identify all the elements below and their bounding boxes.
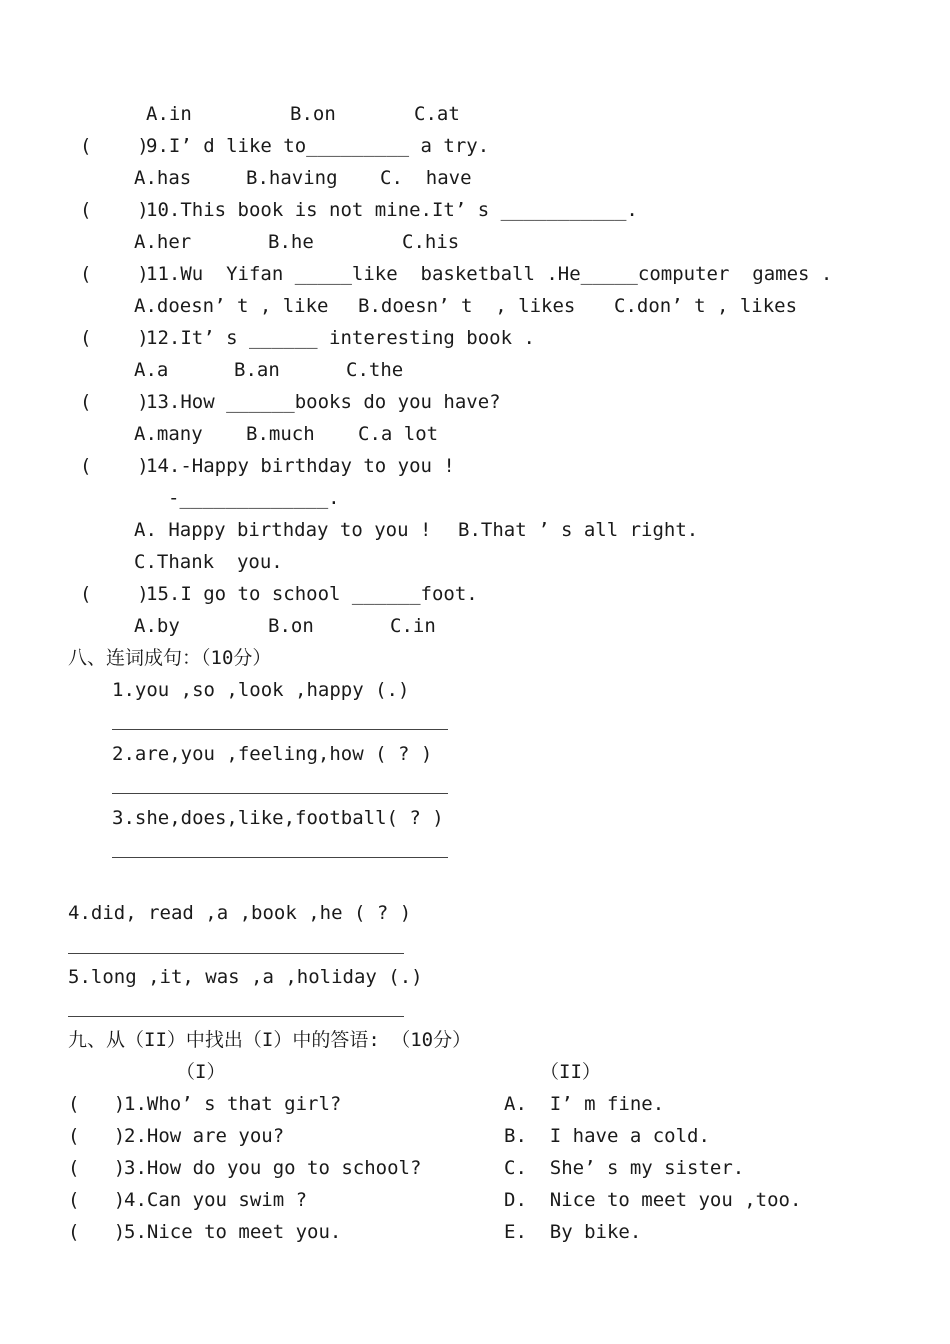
q11-answer-paren[interactable]: ( ) bbox=[80, 263, 149, 285]
s9-answer-c: C. She’ s my sister. bbox=[504, 1157, 745, 1179]
s8-item-4: 4.did, read ,a ,book ,he ( ? ) bbox=[68, 902, 412, 924]
q8-option-c: C.at bbox=[414, 103, 460, 125]
q15-option-c: C.in bbox=[390, 615, 436, 637]
q9-text: 9.I’ d like to_________ a try. bbox=[146, 135, 490, 157]
s9-answer-b: B. I have a cold. bbox=[504, 1125, 710, 1147]
q10-option-c: C.his bbox=[402, 231, 460, 253]
q11-option-b: B.doesn’ t , likes bbox=[358, 295, 576, 317]
q15-option-a: A.by bbox=[134, 615, 180, 637]
q13-option-b: B.much bbox=[246, 423, 315, 445]
s8-answer-line-3[interactable] bbox=[112, 857, 448, 858]
q14-option-b: B.That ’ s all right. bbox=[458, 519, 699, 541]
s9-col1-header: （I） bbox=[176, 1061, 226, 1083]
q14-answer-paren[interactable]: ( ) bbox=[80, 455, 149, 477]
q12-option-a: A.a bbox=[134, 359, 169, 381]
q11-text: 11.Wu Yifan _____like basketball .He_____computer games . bbox=[146, 263, 833, 285]
s8-answer-line-1[interactable] bbox=[112, 729, 448, 730]
s9-q2-paren[interactable]: ( ) bbox=[68, 1125, 126, 1147]
s8-item-2: 2.are,you ,feeling,how ( ? ) bbox=[112, 743, 433, 765]
q10-text: 10.This book is not mine.It’ s ___________. bbox=[146, 199, 638, 221]
q9-option-c: C. have bbox=[380, 167, 472, 189]
section9-title: 九、从（II）中找出（I）中的答语: （10分） bbox=[68, 1029, 472, 1051]
s9-question-5: 5.Nice to meet you. bbox=[124, 1221, 342, 1243]
q12-answer-paren[interactable]: ( ) bbox=[80, 327, 149, 349]
s8-answer-line-4[interactable] bbox=[68, 953, 404, 954]
q13-option-a: A.many bbox=[134, 423, 203, 445]
s8-answer-line-2[interactable] bbox=[112, 793, 448, 794]
s8-item-5: 5.long ,it, was ,a ,holiday (.) bbox=[68, 966, 423, 988]
s9-q4-paren[interactable]: ( ) bbox=[68, 1189, 126, 1211]
s9-question-4: 4.Can you swim ? bbox=[124, 1189, 308, 1211]
q10-answer-paren[interactable]: ( ) bbox=[80, 199, 149, 221]
q14-option-a: A. Happy birthday to you ! bbox=[134, 519, 432, 541]
s9-question-1: 1.Who’ s that girl? bbox=[124, 1093, 342, 1115]
s9-question-2: 2.How are you? bbox=[124, 1125, 285, 1147]
s9-col2-header: （II） bbox=[540, 1061, 601, 1083]
q14-reply-blank: -_____________. bbox=[168, 487, 340, 509]
q15-text: 15.I go to school ______foot. bbox=[146, 583, 478, 605]
q12-option-c: C.the bbox=[346, 359, 404, 381]
q12-text: 12.It’ s ______ interesting book . bbox=[146, 327, 535, 349]
s8-item-3: 3.she,does,like,football( ? ) bbox=[112, 807, 444, 829]
q8-option-a: A.in bbox=[146, 103, 192, 125]
s9-answer-a: A. I’ m fine. bbox=[504, 1093, 665, 1115]
q14-option-c: C.Thank you. bbox=[134, 551, 283, 573]
q11-option-c: C.don’ t , likes bbox=[614, 295, 798, 317]
s9-question-3: 3.How do you go to school? bbox=[124, 1157, 422, 1179]
s9-q1-paren[interactable]: ( ) bbox=[68, 1093, 126, 1115]
q11-option-a: A.doesn’ t , like bbox=[134, 295, 329, 317]
q15-answer-paren[interactable]: ( ) bbox=[80, 583, 149, 605]
q15-option-b: B.on bbox=[268, 615, 314, 637]
q13-option-c: C.a lot bbox=[358, 423, 439, 445]
s9-q5-paren[interactable]: ( ) bbox=[68, 1221, 126, 1243]
q13-text: 13.How ______books do you have? bbox=[146, 391, 501, 413]
q9-option-b: B.having bbox=[246, 167, 338, 189]
q10-option-a: A.her bbox=[134, 231, 192, 253]
s9-answer-e: E. By bike. bbox=[504, 1221, 642, 1243]
q9-option-a: A.has bbox=[134, 167, 192, 189]
s9-answer-d: D. Nice to meet you ,too. bbox=[504, 1189, 802, 1211]
s8-answer-line-5[interactable] bbox=[68, 1016, 404, 1017]
q10-option-b: B.he bbox=[268, 231, 314, 253]
section8-title: 八、连词成句：（10分） bbox=[68, 647, 272, 669]
q9-answer-paren[interactable]: ( ) bbox=[80, 135, 149, 157]
s8-item-1: 1.you ,so ,look ,happy (.) bbox=[112, 679, 410, 701]
q13-answer-paren[interactable]: ( ) bbox=[80, 391, 149, 413]
q14-text: 14.-Happy birthday to you ! bbox=[146, 455, 455, 477]
q12-option-b: B.an bbox=[234, 359, 280, 381]
q8-option-b: B.on bbox=[290, 103, 336, 125]
s9-q3-paren[interactable]: ( ) bbox=[68, 1157, 126, 1179]
